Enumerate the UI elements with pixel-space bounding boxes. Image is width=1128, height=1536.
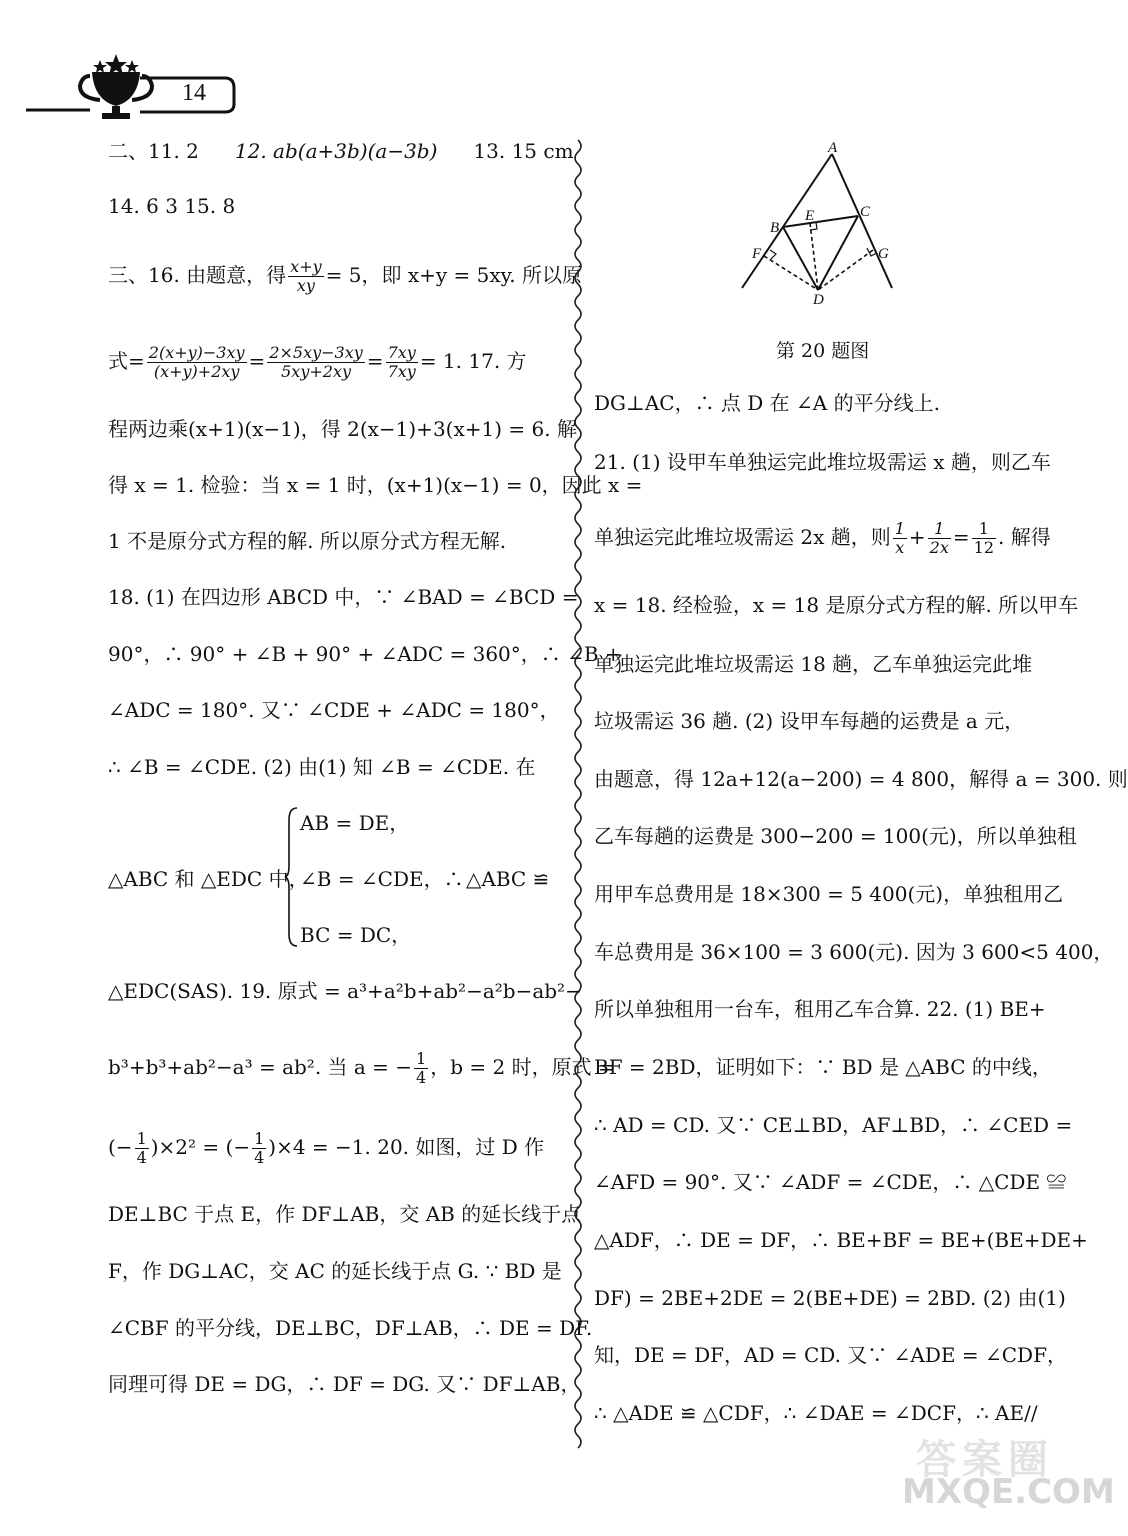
watermark-logo: 答案圈 [916,1437,1054,1483]
answer-line: 18. (1) 在四边形 ABCD 中，∵ ∠BAD = ∠BCD = [108,585,579,609]
answer-line: 单独运完此堆垃圾需运 18 趟，乙车单独运完此堆 [594,652,1033,676]
answer-line: (− $\frac{1}{4}$ )×2² = (− $\frac{1}{4}$ )×4 = −1. 20. 如图，过 D 作 [108,1129,545,1167]
answer-line: ∴ △ADE ≌ △CDF，∴ ∠DAE = ∠DCF，∴ AE// [594,1401,1038,1425]
column-divider [566,140,590,1440]
answer-line: F，作 DG⊥AC，交 AC 的延长线于点 G. ∵ BD 是 [108,1259,562,1283]
answer-line: DF) = 2BE+2DE = 2(BE+DE) = 2BD. (2) 由(1) [594,1286,1066,1310]
figure-label-a: A [828,140,838,156]
answer-line: △EDC(SAS). 19. 原式 = a³+a²b+ab²−a²b−ab²− [108,979,582,1003]
answer-line: ∴ AD = CD. 又∵ CE⊥BD，AF⊥BD，∴ ∠CED = [594,1113,1073,1137]
answer-line: 车总费用是 36×100 = 3 600(元). 因为 3 600<5 400， [594,940,1114,964]
answer-line: ∴ ∠B = ∠CDE. (2) 由(1) 知 ∠B = ∠CDE. 在 [108,755,536,779]
answer-line: ∠AFD = 90°. 又∵ ∠ADF = ∠CDE，∴ △CDE ≌ [594,1170,1067,1194]
brace-symbol [284,806,298,948]
answer-line: 得 x = 1. 检验：当 x = 1 时，(x+1)(x−1) = 0，因此 x = [108,473,643,497]
answer-line: DG⊥AC，∴ 点 D 在 ∠A 的平分线上. [594,391,940,415]
watermark-text: MXQE.COM [902,1472,1115,1512]
answer-line: 垃圾需运 36 趟. (2) 设甲车每趟的运费是 a 元， [594,709,1025,733]
figure-label-b: B [770,220,780,236]
figure-label-e: E [805,208,815,224]
answer-line: 21. (1) 设甲车单独运完此堆垃圾需运 x 趟，则乙车 [594,450,1051,474]
answer-line: 单独运完此堆垃圾需运 2x 趟，则 $\frac{1}{x}$ + $\frac{1}{2x}$ = $\frac{1}{12}$ . 解得 [594,519,1051,557]
answer-line: △ABC 和 △EDC 中， [108,867,309,891]
brace-equation: AB = DE， [300,811,410,835]
answer-line: △ABC ≌ [466,867,550,891]
answer-line: DE⊥BC 于点 E，作 DF⊥AB，交 AB 的延长线于点 [108,1202,582,1226]
page-number: 14 [182,80,206,106]
answer-line: 所以单独租用一台车，租用乙车合算. 22. (1) BE+ [594,997,1046,1021]
brace-equation: BC = DC， [300,923,412,947]
answer-line: 式= $\frac{2(x+y)-3xy}{(x+y)+2xy}$ = $\frac{2\times 5xy-3xy}{5xy+2xy}$ = $\frac{7xy}{7xy}$ = 1. 17. 方 [108,343,527,381]
answer-line: ∠ADC = 180°. 又∵ ∠CDE + ∠ADC = 180°， [108,698,560,722]
answer-line: 知，DE = DF，AD = CD. 又∵ ∠ADE = ∠CDF， [594,1343,1067,1367]
answer-line: 程两边乘(x+1)(x−1)，得 2(x−1)+3(x+1) = 6. 解 [108,417,577,441]
answer-line: BF = 2BD，证明如下：∵ BD 是 △ABC 的中线， [594,1055,1052,1079]
answer-line: 同理可得 DE = DG，∴ DF = DG. 又∵ DF⊥AB， [108,1372,581,1396]
answer-line: 由题意，得 12a+12(a−200) = 4 800，解得 a = 300. 则 [594,767,1128,791]
answer-line: △ADF，∴ DE = DF，∴ BE+BF = BE+(BE+DE+ [594,1228,1088,1252]
answer-line: 1 不是原分式方程的解. 所以原分式方程无解. [108,529,507,553]
answer-line: 用甲车总费用是 18×300 = 5 400(元)，单独租用乙 [594,882,1064,906]
figure-label-g: G [878,246,889,262]
answer-line: 三、16. 由题意，得 $\frac{x+y}{xy}$ = 5，即 x+y = 5xy. 所以原 [108,257,583,295]
answer-line: b³+b³+ab²−a³ = ab². 当 a = − $\frac{1}{4}$ ，b = 2 时，原式 = [108,1049,615,1087]
trophy-icon [80,54,152,119]
geometry-figure [730,140,910,315]
figure-label-d: D [813,292,824,308]
answer-line: 二、11. 2 12. ab(a+3b)(a−3b) 13. 15 cm [108,139,574,163]
brace-equation: ∠B = ∠CDE，∴ [300,867,464,891]
figure-label-f: F [752,246,762,262]
answer-line: 14. 6 3 15. 8 [108,194,236,218]
answer-line: 乙车每趟的运费是 300−200 = 100(元)，所以单独租 [594,824,1077,848]
figure-label-c: C [860,204,871,220]
answer-line: x = 18. 经检验，x = 18 是原分式方程的解. 所以甲车 [594,593,1079,617]
figure-caption: 第 20 题图 [776,340,870,362]
answer-line: 90°，∴ 90° + ∠B + 90° + ∠ADC = 360°，∴ ∠B + [108,642,622,666]
header-decoration [20,50,250,130]
answer-line: ∠CBF 的平分线，DE⊥BC，DF⊥AB，∴ DE = DF. [108,1316,593,1340]
